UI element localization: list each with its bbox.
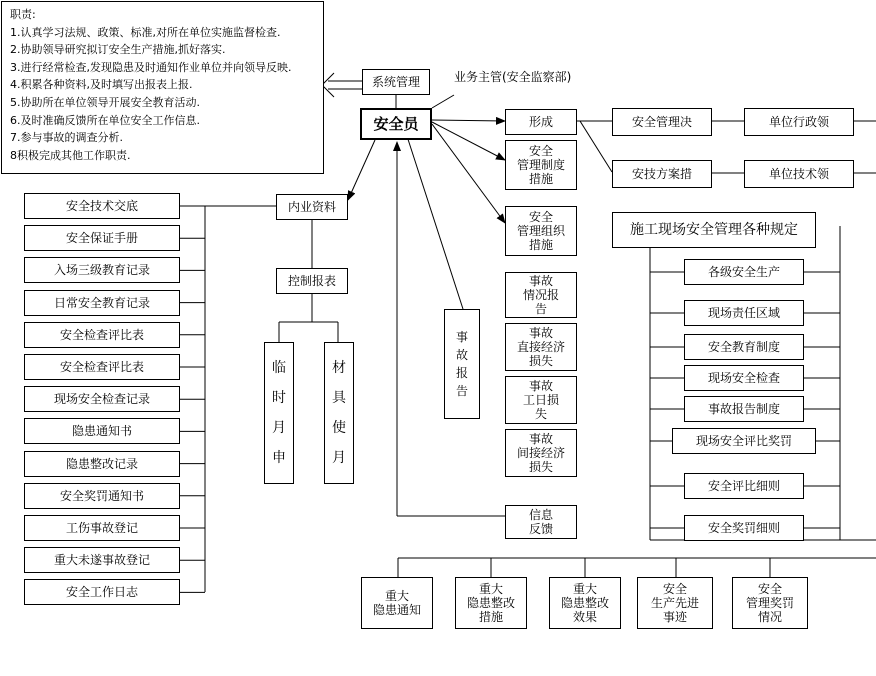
internal-data-node: 内业资料	[276, 194, 348, 220]
regulation-item: 安全教育制度	[684, 334, 804, 360]
accident-workday-loss-node: 事故 工日损 失	[505, 376, 577, 424]
duty-item: 1.认真学习法规、政策、标准,对所在单位实施监督检查.	[10, 25, 281, 39]
material-report-node: 材 具 使 月	[324, 342, 354, 484]
duty-item: 2.协助领导研究拟订安全生产措施,抓好落实.	[10, 43, 226, 57]
record-item: 入场三级教育记录	[24, 257, 180, 283]
regulation-item: 现场安全评比奖罚	[672, 428, 816, 454]
mgmt-system-measures-node: 安全 管理制度 措施	[505, 140, 577, 190]
duty-item: 4.积累各种资料,及时填写出报表上报.	[10, 78, 193, 92]
duties-title: 职责:	[10, 8, 36, 21]
regulation-item: 现场责任区域	[684, 300, 804, 326]
safety-officer-node: 安全员	[360, 108, 432, 140]
regulation-item: 现场安全检查	[684, 365, 804, 391]
record-item: 安全技术交底	[24, 193, 180, 219]
record-item: 工伤事故登记	[24, 515, 180, 541]
mgmt-decision-node: 安全管理决	[612, 108, 712, 136]
duty-item: 8积极完成其他工作职责.	[10, 148, 131, 162]
regulation-item: 安全评比细则	[684, 473, 804, 499]
regulations-title: 施工现场安全管理各种规定	[612, 212, 816, 248]
record-item: 安全检查评比表	[24, 322, 180, 348]
duty-item: 7.参与事故的调查分析.	[10, 131, 123, 145]
unit-admin-leader-node: 单位行政领	[744, 108, 854, 136]
record-item: 安全奖罚通知书	[24, 483, 180, 509]
major-hazard-measures-node: 重大 隐患整改 措施	[455, 577, 527, 629]
record-item: 隐患整改记录	[24, 451, 180, 477]
major-hazard-effect-node: 重大 隐患整改 效果	[549, 577, 621, 629]
tech-plan-node: 安技方案措	[612, 160, 712, 188]
record-item: 安全检查评比表	[24, 354, 180, 380]
rewards-penalties-node: 安全 管理奖罚 情况	[732, 577, 808, 629]
info-feedback-node: 信息 反馈	[505, 505, 577, 539]
accident-direct-loss-node: 事故 直接经济 损失	[505, 323, 577, 371]
unit-tech-leader-node: 单位技术领	[744, 160, 854, 188]
mgmt-org-measures-node: 安全 管理组织 措施	[505, 206, 577, 256]
accident-report-node: 事 故 报 告	[444, 309, 480, 419]
duty-item: 5.协助所在单位领导开展安全教育活动.	[10, 95, 200, 109]
form-node: 形成	[505, 109, 577, 135]
temp-report-node: 临 时 月 申	[264, 342, 294, 484]
regulation-item: 事故报告制度	[684, 396, 804, 422]
system-management-node: 系统管理	[362, 69, 430, 95]
record-item: 重大未遂事故登记	[24, 547, 180, 573]
accident-indirect-loss-node: 事故 间接经济 损失	[505, 429, 577, 477]
regulation-item: 各级安全生产	[684, 259, 804, 285]
record-item: 安全工作日志	[24, 579, 180, 605]
major-hazard-notice-node: 重大 隐患通知	[361, 577, 433, 629]
duty-item: 3.进行经常检查,发现隐患及时通知作业单位并向领导反映.	[10, 60, 292, 74]
record-item: 现场安全检查记录	[24, 386, 180, 412]
record-item: 隐患通知书	[24, 418, 180, 444]
record-item: 安全保证手册	[24, 225, 180, 251]
duty-item: 6.及时准确反馈所在单位安全工作信息.	[10, 113, 200, 127]
accident-situation-node: 事故 情况报 告	[505, 272, 577, 318]
control-report-node: 控制报表	[276, 268, 348, 294]
advanced-deeds-node: 安全 生产先进 事迹	[637, 577, 713, 629]
record-item: 日常安全教育记录	[24, 290, 180, 316]
duties-box	[1, 1, 324, 174]
regulation-item: 安全奖罚细则	[684, 515, 804, 541]
supervisor-node: 业务主管(安全监察部)	[454, 62, 582, 92]
